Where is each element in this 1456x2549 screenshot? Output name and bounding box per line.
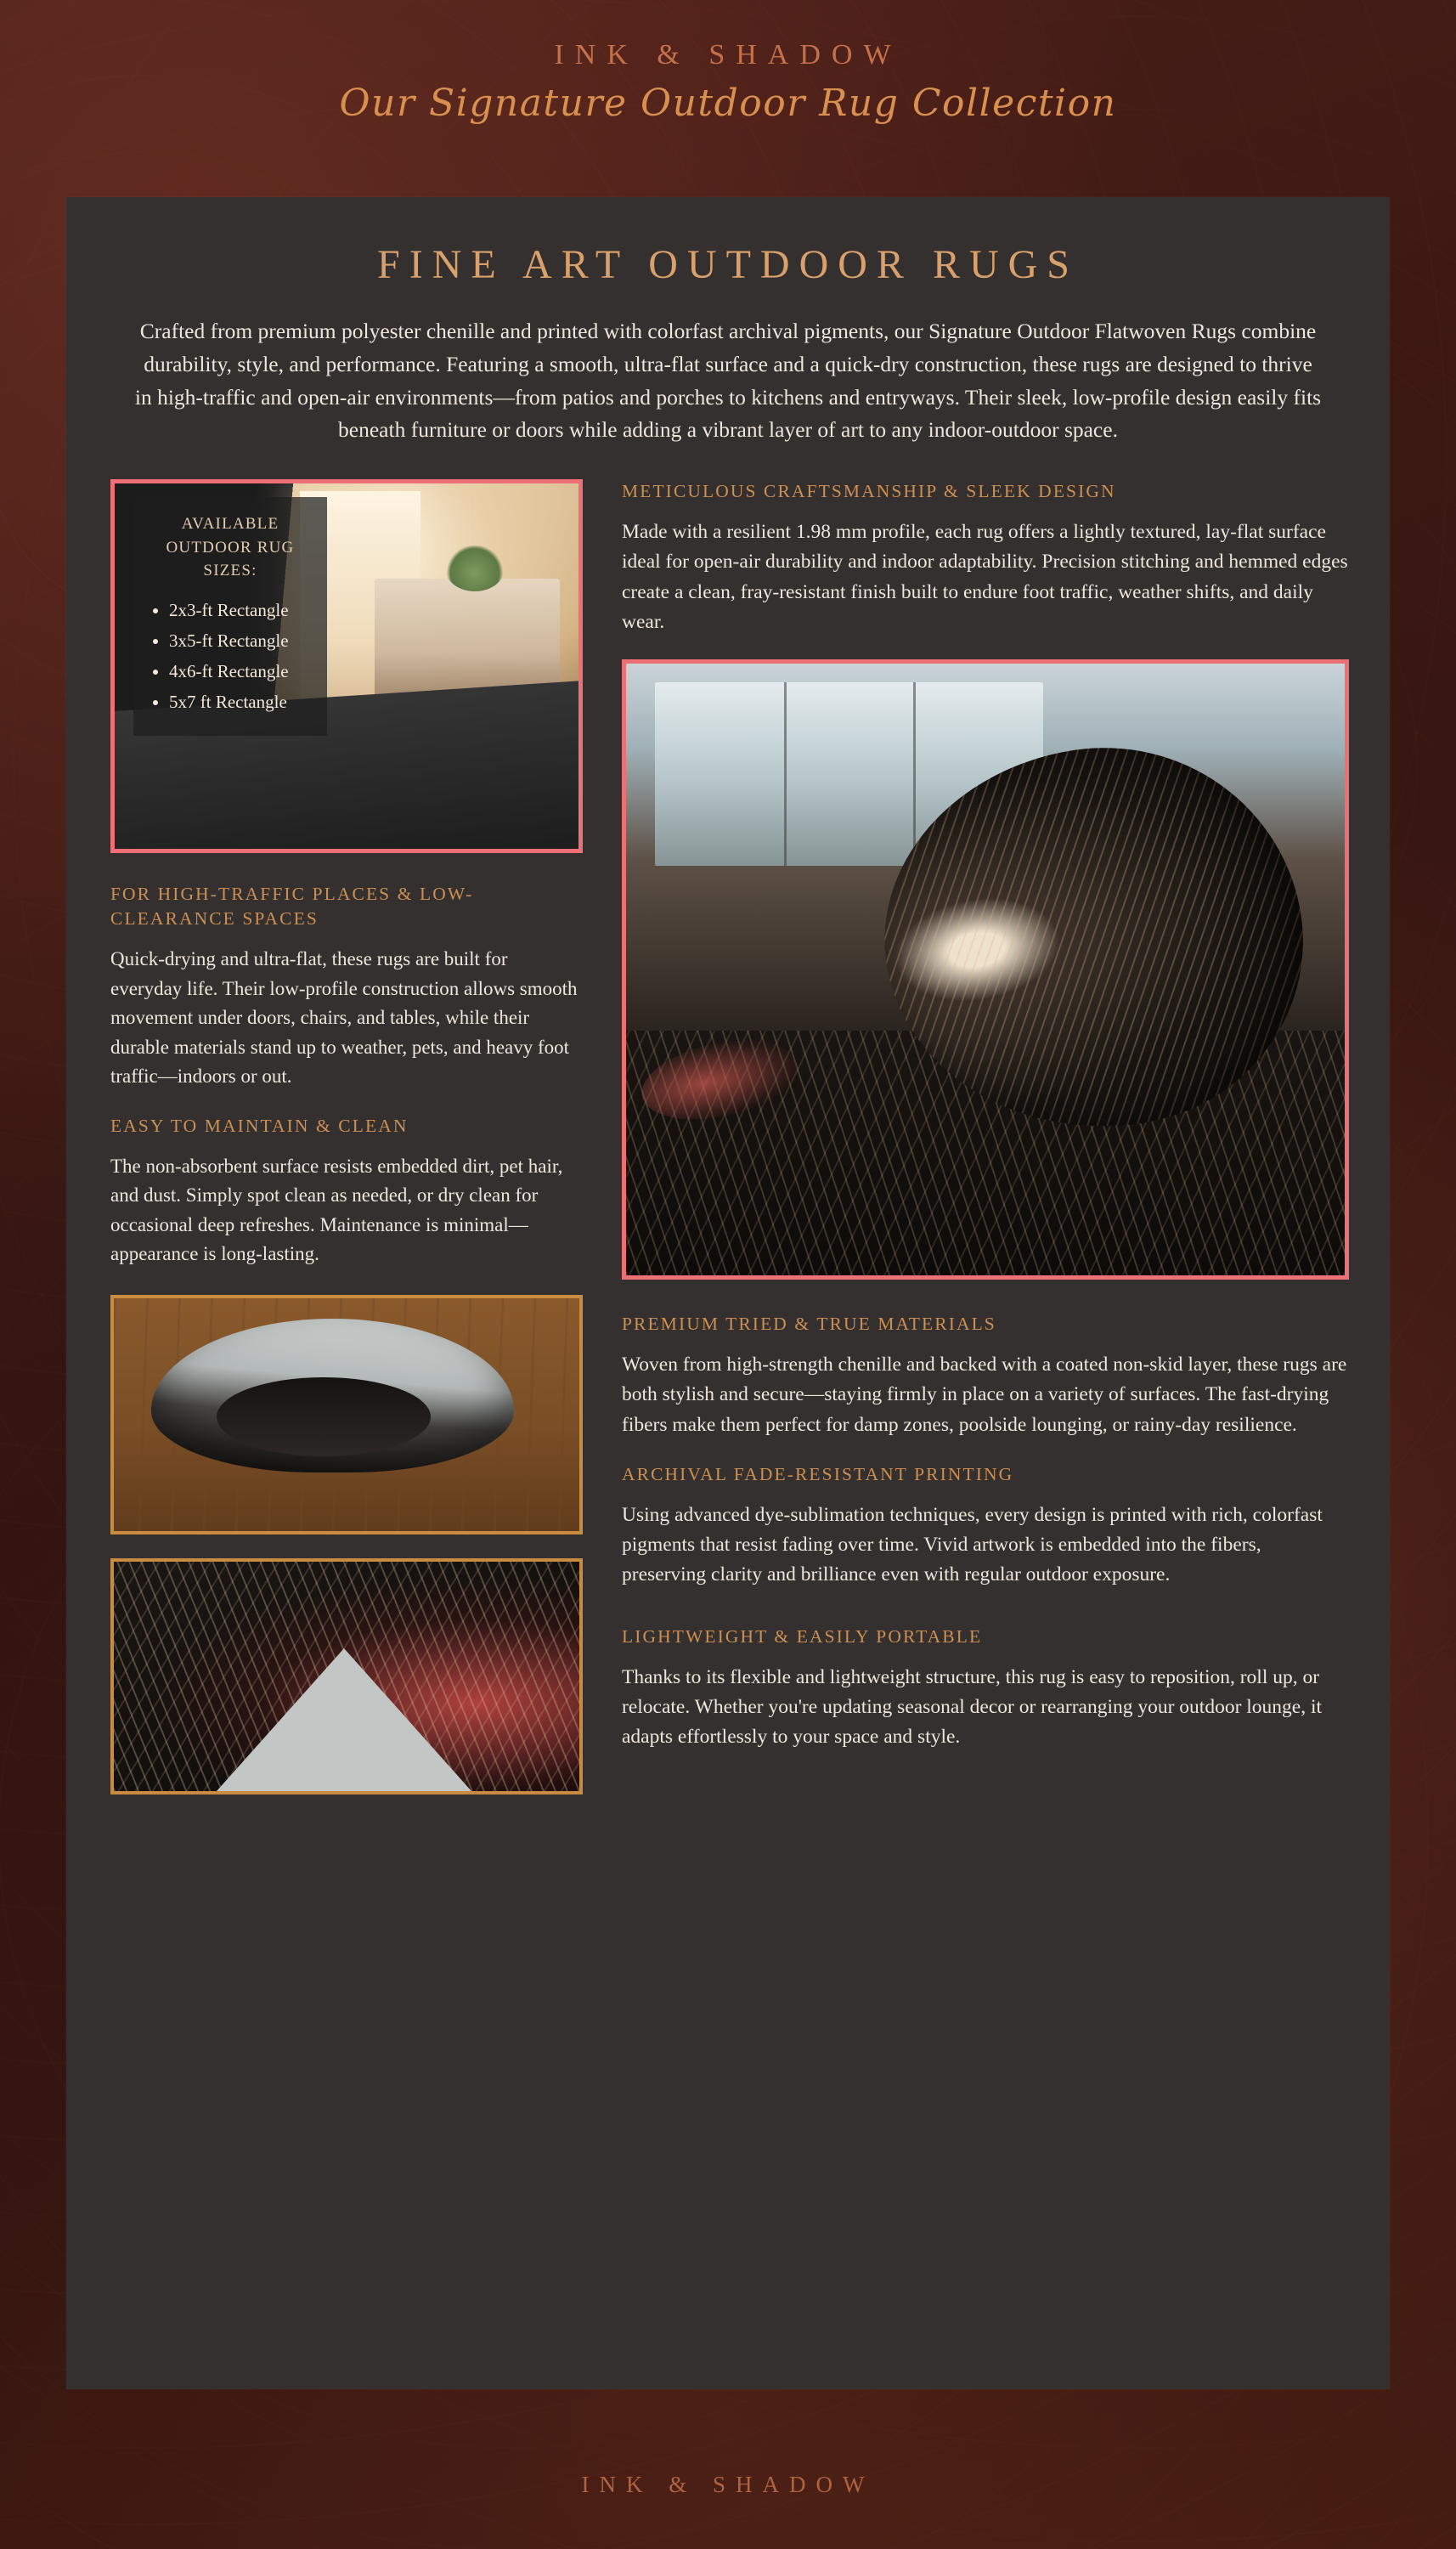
section-body-maintain: The non-absorbent surface resists embedded dirt, pet hair, and dust. Simply spot clean as needed, or dry clean for occasional deep refreshes. Maintenance is minimal—appearance is long-lasting. xyxy=(110,1155,563,1265)
window-mullion xyxy=(913,682,916,866)
content-panel xyxy=(66,197,1390,2389)
list-item: • 3x5-ft Rectangle xyxy=(169,625,313,656)
brand-footer: INK & SHADOW xyxy=(581,2472,875,2497)
entryway-rug-image xyxy=(110,479,583,853)
rug-backing-image xyxy=(110,1295,583,1534)
section-body-printing: Using advanced dye-sublimation techniques, every design is printed with rich, colorfast pigments that resist fading over time. Vivid artwork is embedded into the fibers, preserving clarity and brilliance even with regular outdoor exposure. xyxy=(622,1503,1323,1586)
brand-tagline: Our Signature Outdoor Rug Collection xyxy=(339,82,1117,125)
sizes-title: AVAILABLE OUTDOOR RUG SIZES: xyxy=(166,515,295,580)
section-body-materials: Woven from high-strength chenille and backed with a coated non-skid layer, these rugs are both stylish and secure—staying firmly in place on a variety of surfaces. The fast-drying fibers make them perfect for damp zones, poolside lounging, or rainy-day resilience. xyxy=(622,1354,1347,1436)
section-heading-high-traffic: FOR HIGH-TRAFFIC PLACES & LOW-CLEARANCE SPACES xyxy=(110,884,474,930)
plant-decor-icon xyxy=(445,545,505,591)
section-heading-printing: ARCHIVAL FADE-RESISTANT PRINTING xyxy=(622,1463,1014,1484)
brand-header xyxy=(0,39,1456,125)
rug-folded-corner xyxy=(217,1648,471,1791)
section-heading-portable: LIGHTWEIGHT & EASILY PORTABLE xyxy=(622,1625,983,1647)
intro-paragraph: Crafted from premium polyester chenille and printed with colorfast archival pigments, our Signature Outdoor Flatwoven Rugs combine durability, style, and performance. Featuring a smooth, ultra-flat surface and a quick-dry construction, these rugs are designed to thrive in high-traffic and open-air environments—from patios and porches to kitchens and entryways. Their sleek, low-profile design easily fits beneath furniture or doors while adding a vibrant layer of art to any indoor-outdoor space. xyxy=(134,319,1322,443)
section-body-craftsmanship: Made with a resilient 1.98 mm profile, each rug offers a lightly textured, lay-flat surface ideal for open-air durability and indoor adaptability. Precision stitching and hemmed edges create a clean, fray-resistant finish built to endure foot traffic, weather shifts, and daily wear. xyxy=(622,521,1348,633)
section-body-high-traffic: Quick-drying and ultra-flat, these rugs are built for everyday life. Their low-profile construction allows smooth movement under doors, chairs, and tables, while their durable materials stand up to weather, pets, and heavy foot traffic—indoors or out. xyxy=(110,948,578,1088)
brand-name: INK & SHADOW xyxy=(554,39,902,71)
left-column xyxy=(110,479,583,1794)
window-mullion xyxy=(784,682,787,866)
section-body-portable: Thanks to its flexible and lightweight structure, this rug is easy to reposition, roll up, or relocate. Whether you're updating seasonal decor or rearranging your outdoor lounge, it adapts effortlessly to your space and style. xyxy=(622,1665,1323,1749)
rolled-rug-hero-image xyxy=(622,659,1349,1280)
rug-artwork-image xyxy=(110,1558,583,1794)
section-heading-materials: PREMIUM TRIED & TRUE MATERIALS xyxy=(622,1314,996,1335)
section-heading-craftsmanship: METICULOUS CRAFTSMANSHIP & SLEEK DESIGN xyxy=(622,481,1116,502)
list-item: • 2x3-ft Rectangle xyxy=(169,595,313,625)
rug-curl-shadow xyxy=(217,1377,431,1456)
page-title: FINE ART OUTDOOR RUGS xyxy=(377,242,1079,287)
available-sizes-card xyxy=(133,497,327,736)
right-column xyxy=(622,479,1349,1794)
section-heading-maintain: EASY TO MAINTAIN & CLEAN xyxy=(110,1115,409,1136)
content-columns xyxy=(110,479,1346,1794)
list-item: • 5x7 ft Rectangle xyxy=(169,687,313,717)
list-item: • 4x6-ft Rectangle xyxy=(169,656,313,687)
sizes-list xyxy=(147,595,313,717)
